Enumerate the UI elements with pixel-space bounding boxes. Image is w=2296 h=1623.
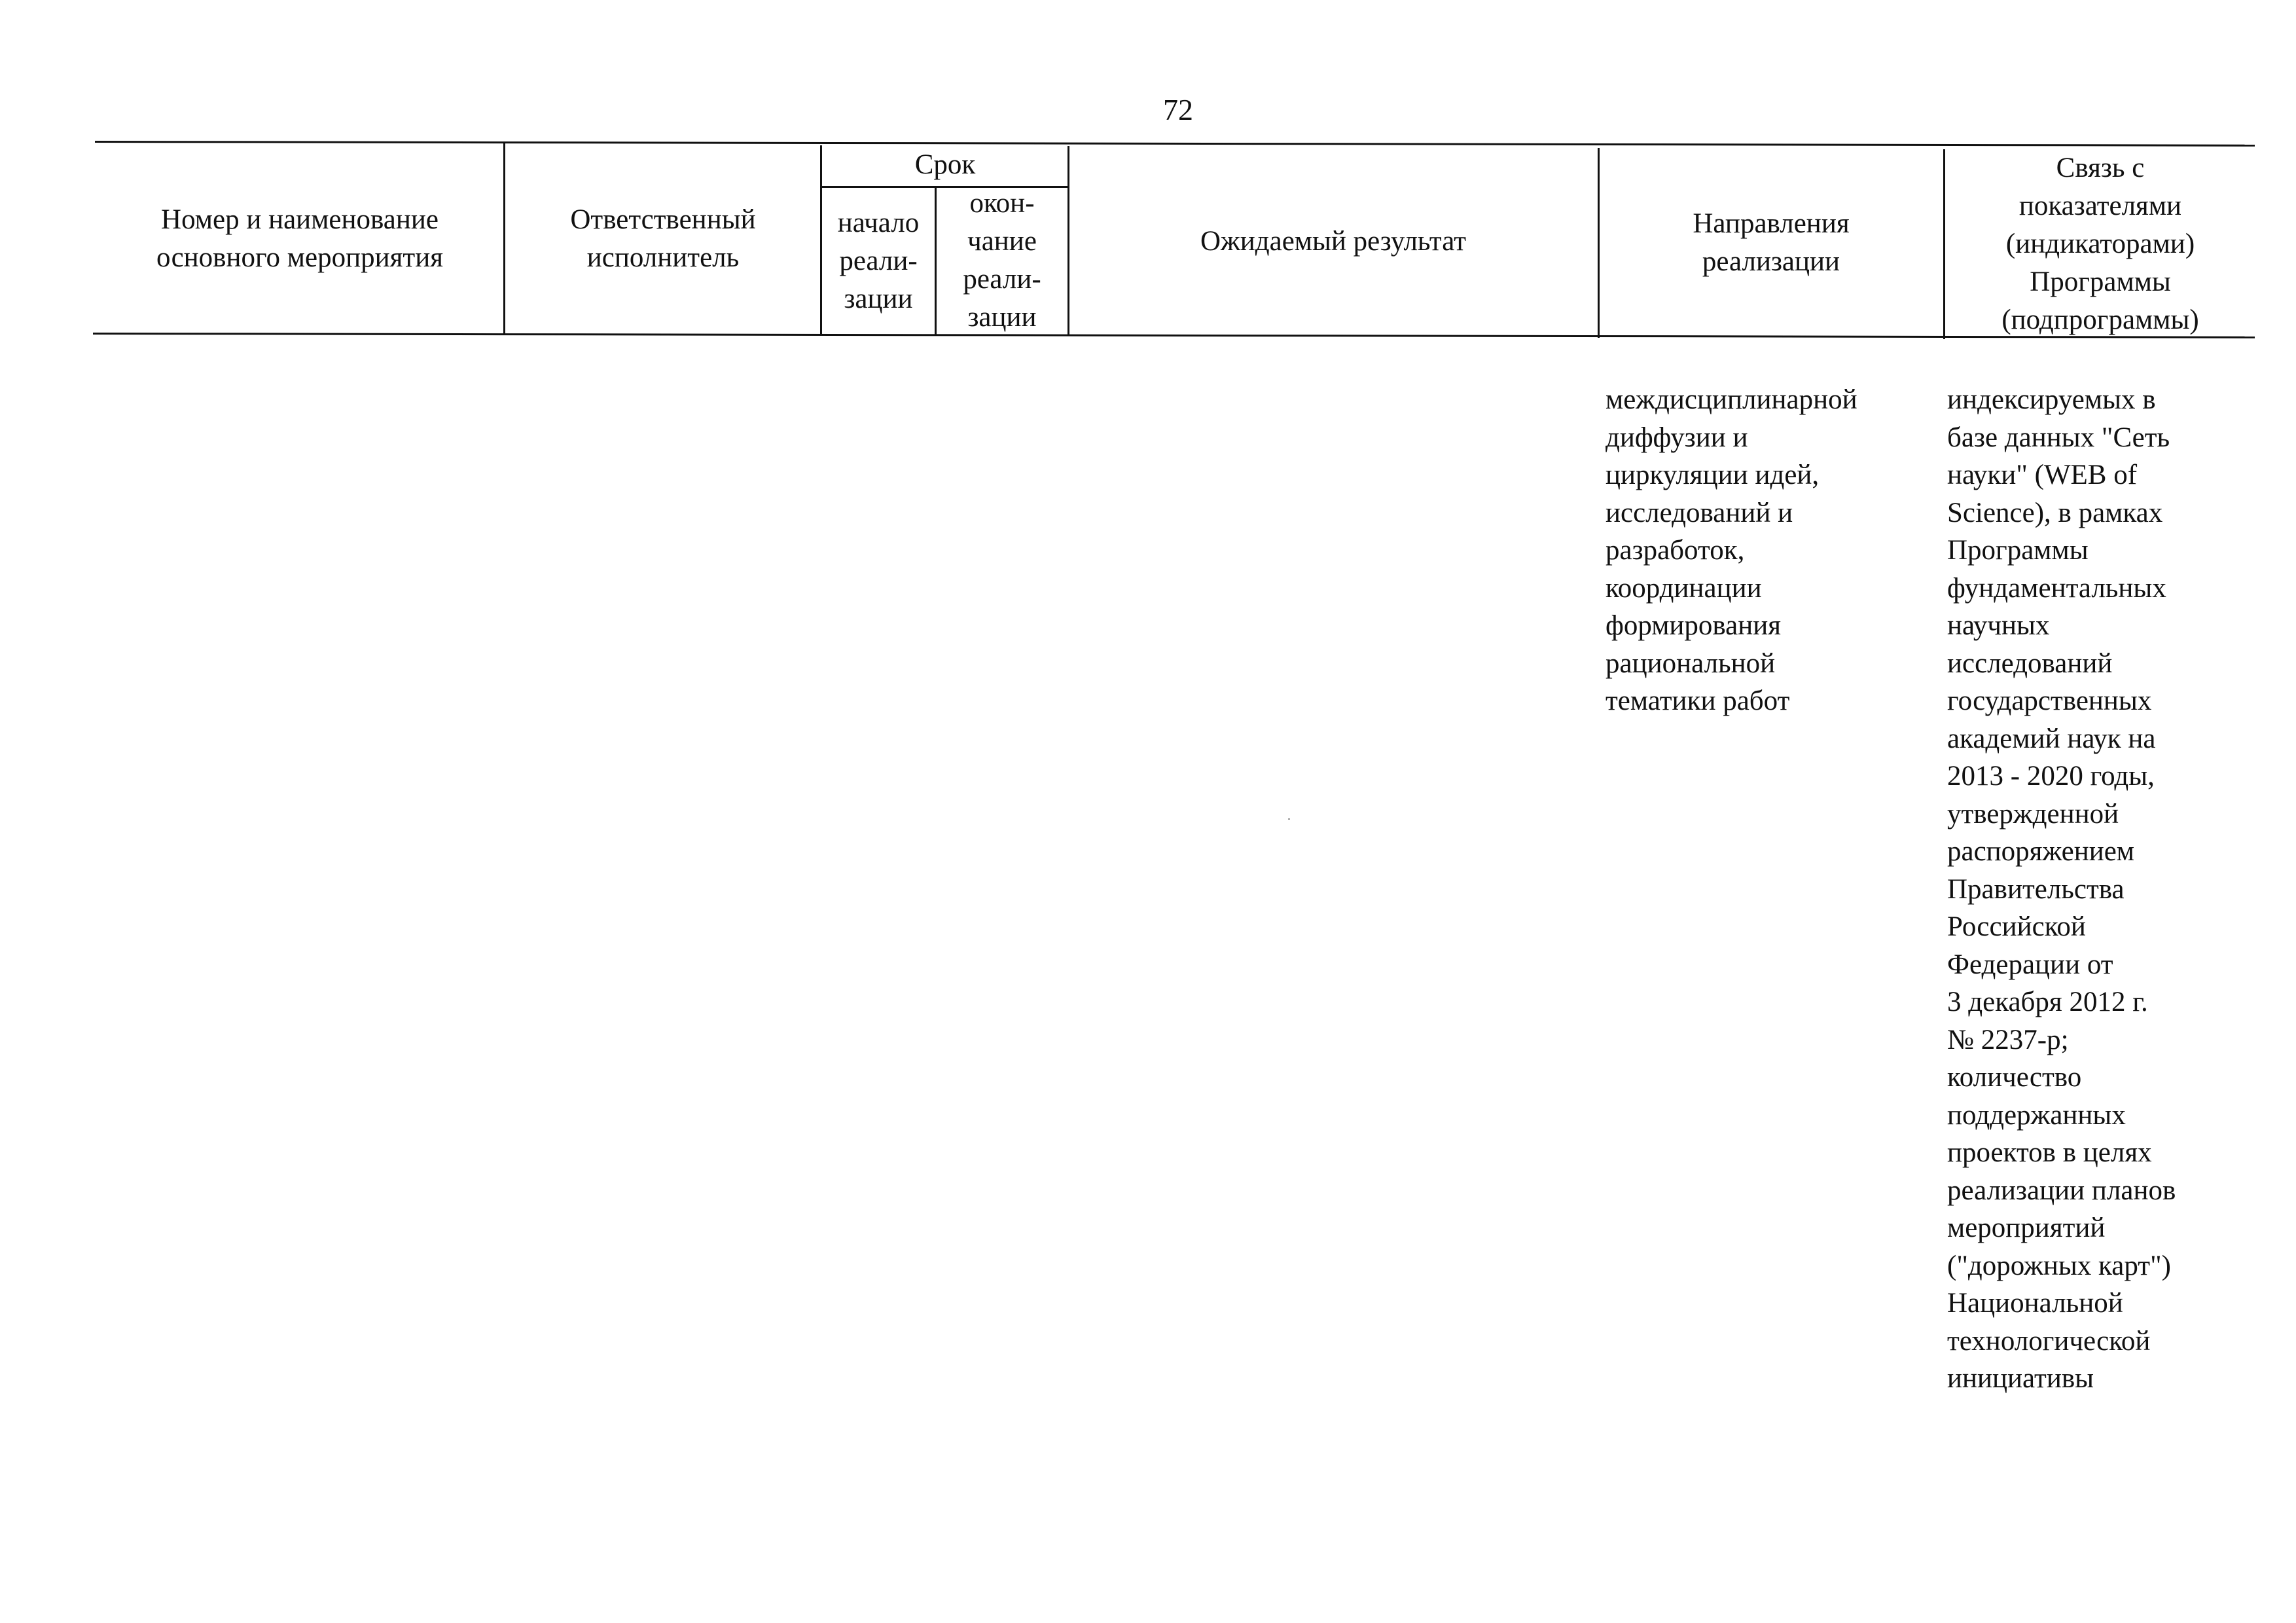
header-start: начало реали- зации	[837, 208, 920, 314]
col-sep-5	[1598, 148, 1600, 338]
col-sep-1	[503, 143, 505, 334]
col-sep-3	[935, 186, 937, 335]
cell-directions: междисциплинарной диффузии и циркуляции идей, исследований и разработок, координации формирования рациональной тематики работ	[1605, 384, 1857, 716]
cell-link: индексируемых в базе данных "Сеть науки" (WEB of Science), в рамках Программы фундаментальных научных исследований государственных академий наук на 2013 - 2020 годы, утвержденной распоряжением Правительства Российской Федерации от 3 декабря 2012 г. № 2237-р; количество поддержанных проектов в целях реализации планов мероприятий ("дорожных карт") Национальной технологической инициативы	[1947, 384, 2176, 1394]
header-executor: Ответственный исполнитель	[570, 204, 756, 273]
header-event: Номер и наименование основного мероприятия	[156, 204, 443, 273]
header-term: Срок	[914, 149, 976, 180]
header-directions: Направления реализации	[1693, 208, 1850, 277]
header-link: Связь с показателями (индикаторами) Программы (подпрограммы)	[2001, 153, 2199, 335]
header-result: Ожидаемый результат	[1200, 226, 1466, 257]
col-sep-6	[1943, 149, 1945, 339]
col-sep-4	[1067, 146, 1069, 336]
header-end: окон- чание реали- зации	[963, 188, 1041, 333]
page-number: 72	[1163, 93, 1193, 126]
scan-speck	[1288, 818, 1290, 820]
col-sep-2	[820, 145, 822, 335]
